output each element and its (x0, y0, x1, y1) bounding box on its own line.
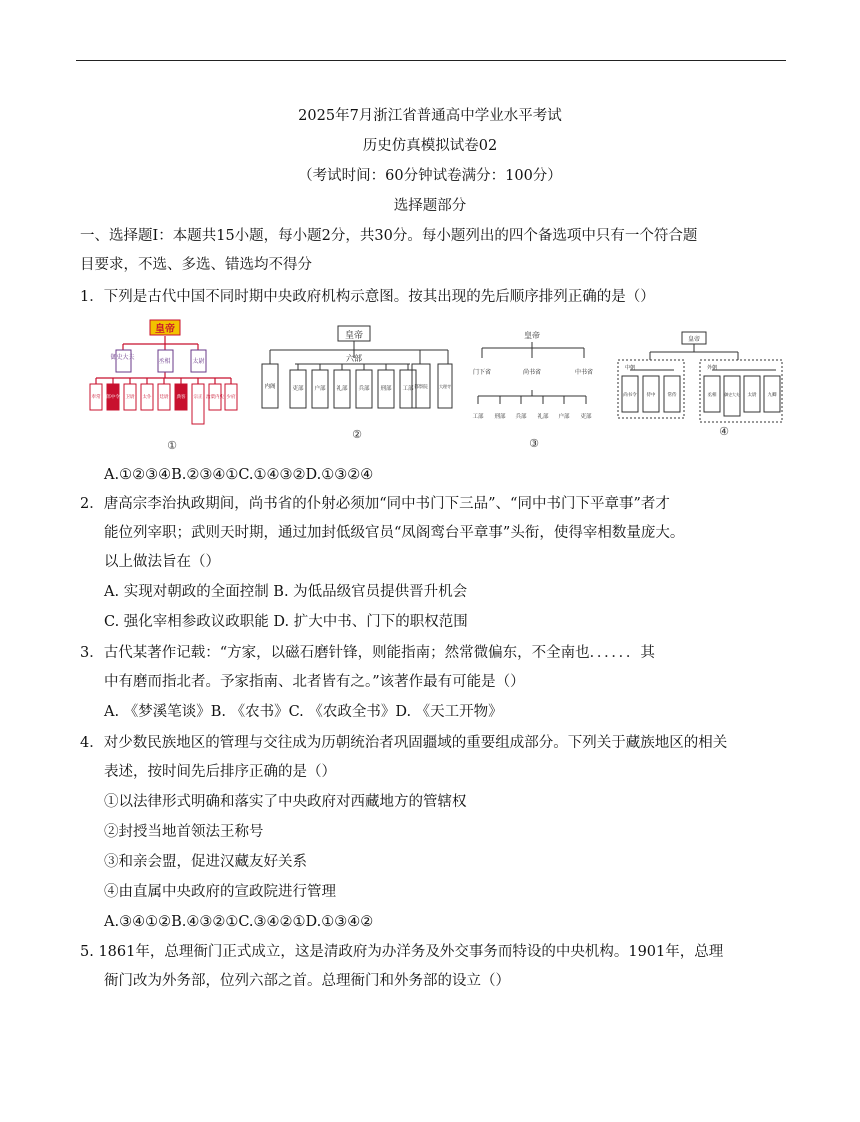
question-5-line-1: 5. 1861年，总理衙门正式成立，这是清政府为办洋务及外交事务而特设的中央机构。1901年，总理 (80, 944, 724, 960)
d3-l3-3: 礼部 (537, 414, 549, 420)
d1-l2-1: 丞相 (158, 358, 171, 365)
d1-l3-1: 郎中令 (106, 395, 120, 400)
d2-l3-8: 大理寺 (439, 384, 451, 389)
d2-l3-5: 刑部 (380, 386, 392, 392)
d4-top: 皇帝 (687, 336, 701, 343)
d2-mid: 六部 (346, 354, 362, 363)
question-3-options: A. 《梦溪笔谈》B. 《农书》C. 《农政全书》D. 《天工开物》 (104, 704, 503, 720)
d2-l3-1: 吏部 (292, 386, 304, 392)
d1-label: ① (167, 439, 177, 452)
d2-l3-2: 户部 (314, 386, 326, 392)
d2-top: 皇帝 (344, 331, 364, 341)
question-1-stem: 1．下列是古代中国不同时期中央政府机构示意图。按其出现的先后顺序排列正确的是（） (80, 289, 655, 305)
d4-right-3: 九卿 (767, 393, 777, 398)
d4-group-left: 中朝 (624, 365, 636, 371)
d2-l3-0: 内阁 (264, 384, 276, 390)
d3-l2-2: 中书省 (574, 369, 594, 376)
d3-l3-0: 工部 (472, 414, 484, 420)
q1-diagram-4 (616, 318, 784, 454)
question-3-line-2: 中有磨而指北者。予家指南、北者皆有之。”该著作最有可能是（） (104, 674, 525, 690)
d3-l3-2: 兵部 (515, 414, 527, 420)
d1-l2-2: 太尉 (192, 358, 205, 365)
exam-title: 2025年7月浙江省普通高中学业水平考试 (298, 108, 562, 124)
d1-l2-0: 御史大夫 (110, 354, 135, 361)
d1-l3-3: 太仆 (142, 395, 152, 400)
d1-l3-4: 廷尉 (159, 395, 169, 400)
d4-right-1: 御史大夫 (724, 392, 740, 397)
d1-l3-7: 治粟内史 (206, 395, 224, 400)
d1-l3-2: 卫尉 (125, 395, 135, 400)
question-3-line-1: 3．古代某著作记载：“方家，以磁石磨针锋，则能指南；然常微偏东，不全南也．．．．．．其 (80, 645, 655, 661)
question-2-options-ab: A. 实现对朝政的全面控制 B. 为低品级官员提供晋升机会 (104, 584, 468, 600)
d4-right-0: 丞相 (707, 393, 717, 398)
d2-l3-3: 礼部 (336, 386, 348, 392)
d1-l3-6: 宗正 (193, 395, 203, 400)
question-2-line-2: 能位列宰职；武则天时期，通过加封低级官员“凤阁鸾台平章事”头衔，使得宰相数量庞大。 (104, 525, 685, 541)
d2-l3-6: 工部 (402, 386, 414, 392)
d3-l2-1: 尚书省 (522, 369, 542, 376)
question-4-item-3: ③和亲会盟，促进汉藏友好关系 (104, 854, 307, 870)
question-2-line-1: 2．唐高宗李治执政期间，尚书省的仆射必须加“同中书门下三品”、“同中书门下平章事”者才 (80, 496, 670, 512)
d2-l3-7: 都察院 (414, 385, 428, 390)
instructions-line-2: 目要求，不选、多选、错选均不得分 (80, 257, 312, 273)
q1-diagram-2 (260, 318, 454, 454)
d1-l3-0: 奉常 (91, 395, 101, 400)
d4-left-0: 尚书令 (623, 393, 637, 398)
question-4-item-1: ①以法律形式明确和落实了中央政府对西藏地方的管辖权 (104, 794, 467, 810)
question-4-line-1: 4．对少数民族地区的管理与交往成为历朝统治者巩固疆域的重要组成部分。下列关于藏族地区的相关 (80, 735, 728, 751)
d3-l2-0: 门下省 (472, 369, 492, 376)
d3-l3-5: 吏部 (580, 414, 592, 420)
d1-l3-8: 少府 (226, 395, 236, 400)
header-rule (76, 60, 786, 61)
question-4-options: A.③④①②B.④③②①C.③④②①D.①③④② (104, 914, 374, 930)
d4-group-right: 外朝 (706, 365, 718, 371)
q1-diagram-3 (464, 318, 614, 454)
question-5-line-2: 衙门改为外务部，位列六部之首。总理衙门和外务部的设立（） (104, 973, 510, 989)
q1-diagram-row (86, 318, 786, 454)
q1-diagram-1 (86, 318, 256, 454)
section-title: 选择题部分 (393, 198, 467, 214)
d3-top: 皇帝 (524, 331, 540, 340)
d3-l3-4: 户部 (558, 414, 570, 420)
d1-l3-5: 典客 (176, 395, 186, 400)
question-2-options-cd: C. 强化宰相参政议政职能 D. 扩大中书、门下的职权范围 (104, 614, 468, 630)
question-4-item-4: ④由直属中央政府的宣政院进行管理 (104, 884, 336, 900)
question-4-item-2: ②封授当地首领法王称号 (104, 824, 264, 840)
exam-subtitle: 历史仿真模拟试卷02 (362, 138, 498, 154)
d2-l3-4: 兵部 (358, 386, 370, 392)
question-4-line-2: 表述，按时间先后排序正确的是（） (104, 764, 336, 780)
instructions-line-1: 一、选择题Ⅰ：本题共15小题，每小题2分，共30分。每小题列出的四个备选项中只有一个符合题 (80, 228, 698, 244)
question-1-options: A.①②③④B.②③④①C.①④③②D.①③②④ (104, 467, 374, 483)
question-2-line-3: 以上做法旨在（） (104, 554, 220, 570)
d4-label: ④ (719, 425, 729, 438)
d4-left-1: 侍中 (646, 393, 656, 398)
exam-info: （考试时间：60分钟试卷满分：100分） (298, 168, 562, 184)
d3-label: ③ (529, 437, 539, 450)
d4-left-2: 常侍 (667, 393, 677, 398)
d2-label: ② (352, 428, 362, 441)
d4-right-2: 太尉 (747, 393, 757, 398)
d1-top: 皇帝 (155, 324, 175, 335)
d3-l3-1: 刑部 (494, 414, 506, 420)
